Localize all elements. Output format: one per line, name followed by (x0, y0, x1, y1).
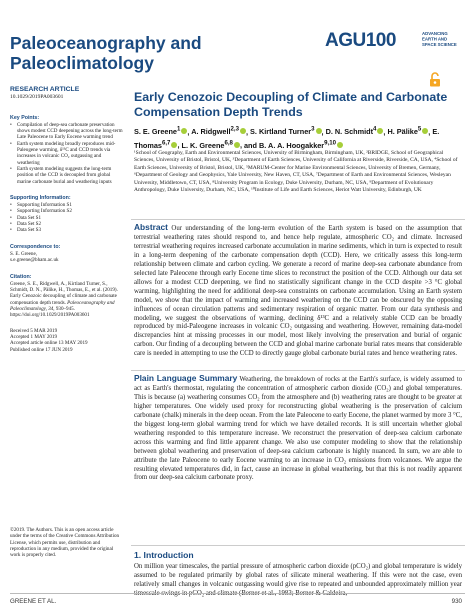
date-online: Accepted article online 13 MAY 2019 (10, 340, 88, 347)
citation-text: Greene, S. E., Ridgwell, A., Kirtland Turner, S., Schmidt, D. N., Pälike, H., Thomas, E., et al. (2019). Early Cenozoic decoupling of climate and carbonate compensation depth trends. (10, 280, 118, 306)
key-point: • Compilation of deep-sea carbonate preservation shows modest CCD deepening across the long-term Late Paleocene to Early Eocene warming trend (10, 122, 125, 141)
supporting-info-item[interactable]: • Supporting Information S1 (10, 202, 125, 208)
footer-page-number: 930 (451, 598, 462, 605)
affiliations: ¹School of Geography, Earth and Environmental Sciences, University of Birmingham, Birmingham, UK, ²BRIDGE, School of Geographical Sciences, University of Bristol, Bristol, UK, ³Department of Earth Sciences, University of California at Riverside, Riverside, CA, USA, ⁴School of Earth Sciences, University of Bristol, Bristol, UK, ⁵MARUM-Center for Marine Environmental Sciences, University of Bremen, Germany, ⁶Department of Geology and Geophysics, Yale University, New Haven, CT, USA, ⁷Department of Earth and Environmental Sciences, Wesleyan University, Middletown, CT, USA, ⁸University Program in Ecology, Duke University, Durham, NC, USA, ⁹Department of Evolutionary Anthropology, Duke University, Durham, NC, USA, ¹⁰Institute of Life and Earth Sciences, Heriot Watt University, Edinburgh, UK (134, 150, 458, 194)
supporting-info-list (10, 202, 125, 233)
license-note: ©2019. The Authors. This is an open access article under the terms of the Creative Commons Attribution License, which permits use, distribution and reproduction in any medium, provided the original work is properly cited. (10, 527, 120, 559)
author[interactable]: H. Pälike$^5$ (387, 127, 428, 136)
orcid-icon[interactable] (422, 128, 428, 134)
author[interactable]: and B. A. A. Hoogakker$^{9,10}$ (244, 141, 343, 150)
supporting-info-item[interactable]: • Data Set S1 (10, 215, 125, 221)
citation-pages[interactable]: 930–945. https://doi.org/10.1029/2019PA003601 (10, 306, 90, 319)
article-dates (10, 328, 125, 353)
citation-journal: Paleoceanography and Paleoclimatology, 34, (10, 299, 115, 313)
date-accepted: Accepted 1 MAY 2019 (10, 333, 58, 340)
logo-text: AGU100 (325, 30, 396, 50)
orcid-icon[interactable] (377, 128, 383, 134)
plain-language-summary (134, 374, 462, 483)
footer-authors: GREENE ET AL. (10, 598, 57, 605)
author[interactable]: S. Kirtland Turner$^3$ (250, 127, 321, 136)
orcid-icon[interactable] (234, 142, 240, 148)
author[interactable]: L. K. Greene$^{6,8}$ (182, 141, 240, 150)
article-doi[interactable]: 10.1029/2019PA003601 (10, 94, 64, 101)
author[interactable]: E. Thomas$^{6,7}$ (134, 127, 440, 150)
correspondence-email[interactable]: s.e.greene@bham.ac.uk (10, 257, 59, 264)
author[interactable]: A. Ridgwell$^{2,3}$ (191, 127, 246, 136)
pls-text: Weathering, the breakdown of rocks at the Earth's surface, is widely assumed to act as Earth's thermostat, regulating the concentration of atmospheric carbon dioxide (CO₂) and global temperatures. This is because (a) weathering consumes CO₂ from the atmosphere and (b) weathering rates are thought to be greater at higher temperatures. One widely used proxy for reconstructing global weathering is the preservation of calcium carbonate (chalk) minerals in the deep ocean. From the late Paleocene to early Eocene, the planet warmed by more 3 °C, the biggest long-term global warming trend for which we have detailed records. It is still uncertain whether global weathering responded to this temperature increase. We reconstruct the preservation of deep-sea calcium carbonate across this warming and find little apparent change. We also use computer modeling to show that the relationship between global weathering and preservation of deep-sea calcium carbonate is highly nuanced. In sum, we are able to attribute the late Paleocene to early Eocene warming to an increase in CO₂ emissions from volcanoes. We argue the resulting elevated temperatures did, in fact, cause an increase in global weathering, but that this is not readily apparent from our deep-sea calcium carbonate proxy. (134, 376, 463, 482)
section-divider (131, 545, 465, 546)
abstract-label: Abstract (134, 222, 168, 232)
date-published: Published online 17 JUN 2019 (10, 346, 73, 353)
footer-divider (10, 593, 465, 594)
author[interactable]: D. N. Schmidt$^4$ (326, 127, 384, 136)
citation-block (10, 281, 125, 319)
agu100-logo (325, 28, 465, 50)
journal-title-line2: Paleoclimatology (10, 53, 154, 73)
abstract (134, 223, 462, 359)
supporting-info-title: Supporting Information: (10, 194, 71, 201)
article-type: RESEARCH ARTICLE (10, 86, 80, 93)
section-heading-introduction: 1. Introduction (134, 550, 194, 560)
journal-title-line1: Paleoceanography and (10, 33, 202, 53)
abstract-text: Our understanding of the long-term evolution of the Earth system is based on the assumption that terrestrial weathering rates should respond to, and hence help regulate, atmospheric CO₂ and climate. Increased terrestrial weathering requires increased carbonate accumulation in marine sediments, which in turn is expected to result in a long-term deepening of the carbonate compensation depth (CCD). Here, we critically assess this long-term relationship between climate and carbon cycling. We generate a record of marine deep-sea carbonate abundance from selected late Paleocene through early Eocene time slices to reconstruct the position of the CCD. Although our data set allows for a modest CCD deepening, we find no statistically significant change in the CCD despite >3 °C global warming, highlighting the need for additional deep-sea constraints on carbonate accumulation. Using an Earth system model, we show that the impact of warming and increased weathering on the CCD can be obscured by the opposing influences of ocean circulation patterns and sedimentary respiration of organic matter. From our data synthesis and modeling, we suggest the observations of warming, declining δ¹³C and a relatively stable CCD can be broadly reproduced by mid-Paleogene increases in volcanic CO₂ outgassing and weathering. However, remaining data-model discrepancies hint at missing processes in our model, most likely involving the preservation and burial of organic carbon. Our finding of a decoupling between the CCD and global marine carbonate burial rates means that considerable care is needed in attempting to use the CCD to directly gauge global carbonate burial rates and hence weathering rates. (134, 225, 462, 358)
key-points-list (10, 122, 125, 185)
citation-title: Citation: (10, 273, 32, 280)
open-access-lock-icon (429, 72, 441, 87)
logo-tagline-2: EARTH AND (422, 36, 448, 42)
logo-tagline-3: SPACE SCIENCE (422, 42, 457, 47)
orcid-icon[interactable] (240, 128, 246, 134)
date-received: Received 5 MAR 2019 (10, 327, 58, 334)
key-point: • Earth system modeling suggests the long-term position of the CCD is decoupled from global marine carbonate burial and weathering inputs (10, 166, 125, 185)
sidebar (10, 87, 125, 353)
journal-title (10, 33, 290, 73)
article-title: Early Cenozoic Decoupling of Climate and Carbonate Compensation Depth Trends (134, 90, 448, 119)
orcid-icon[interactable] (337, 142, 343, 148)
supporting-info-item[interactable]: • Data Set S2 (10, 221, 125, 227)
correspondence-title: Correspondence to: (10, 243, 61, 250)
key-points-title: Key Points: (10, 114, 40, 121)
orcid-icon[interactable] (171, 142, 177, 148)
author-list: S. E. Greene$^1$ , A. Ridgwell$^{2,3}$ , S. Kirtland Turner$^3$ , D. N. Schmidt$^4$ , H. Pälike$^5$ , E. Thomas$^{6,7}$ , L. K. Greene$^{6,8}$ , and B. A. A. Hoogakker$^{9,10}$ (134, 126, 440, 150)
supporting-info-item[interactable]: • Supporting Information S2 (10, 208, 125, 214)
key-point: • Earth system modeling broadly reproduces mid-Paleogene warming, δ¹³C and CCD trends via increases in volcanic CO₂ outgassing and weathering (10, 141, 125, 166)
logo-tagline-1: ADVANCING (422, 31, 448, 36)
orcid-icon[interactable] (181, 128, 187, 134)
correspondence-name: S. E. Greene, (10, 250, 38, 257)
pls-label: Plain Language Summary (134, 373, 238, 383)
orcid-icon[interactable] (316, 128, 322, 134)
supporting-info-item[interactable]: • Data Set S3 (10, 227, 125, 233)
introduction-text: On million year timescales, the partial pressure of atmospheric carbon dioxide (pCO₂) and global temperature is widely assumed to be regulated primarily by global rates of silicate mineral weathering. If this were not the case, even relatively small changes in volcanic outgassing would give rise to repeated and unbounded approximately million year timescale swings in pCO₂ and climate (Berner et al., 1983; Berner & Caldeira, (134, 563, 462, 597)
author[interactable]: S. E. Greene$^1$ (134, 127, 187, 136)
